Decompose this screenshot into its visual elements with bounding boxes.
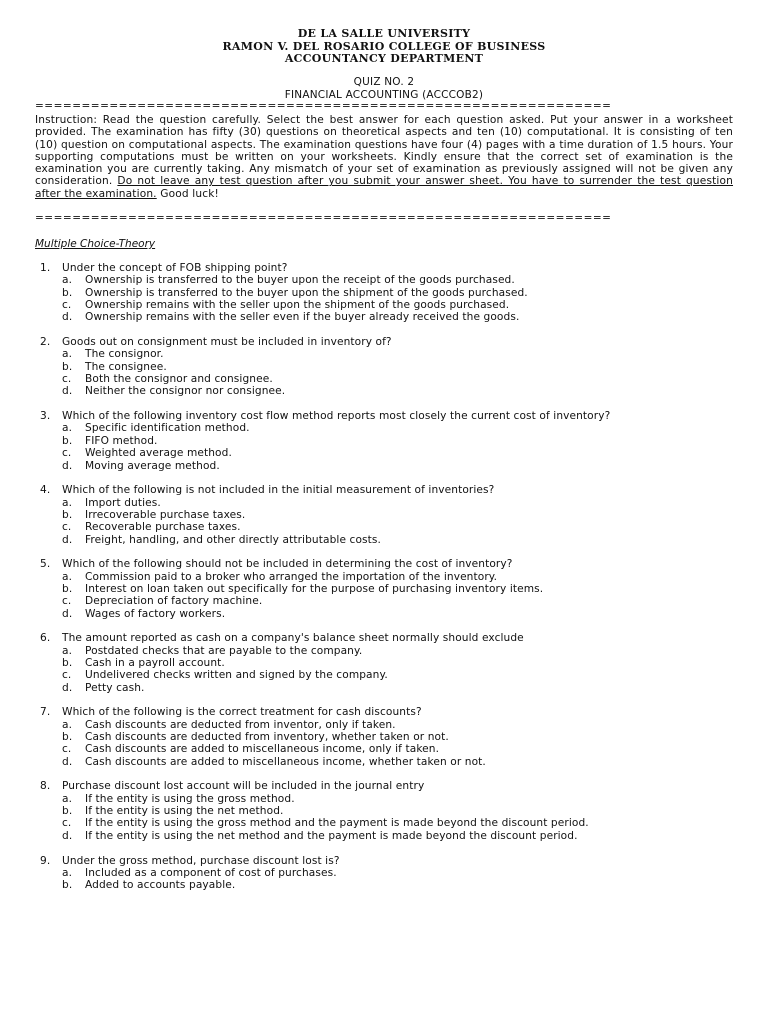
option-text: Recoverable purchase taxes. (85, 521, 241, 534)
question-text: Which of the following is the correct treatment for cash discounts? (62, 706, 422, 719)
question-text: Under the concept of FOB shipping point? (62, 262, 288, 274)
question-row (35, 336, 735, 348)
divider-top: ============================================================== (35, 100, 612, 112)
college-name: RAMON V. DEL ROSARIO COLLEGE OF BUSINESS (222, 39, 546, 53)
option-letter: c. (62, 299, 72, 312)
option-letter: c. (62, 521, 72, 534)
option-text: Irrecoverable purchase taxes. (85, 508, 246, 521)
option-letter: b. (62, 731, 73, 744)
option-text: Wages of factory workers. (85, 607, 226, 620)
option-letter: a. (62, 866, 73, 879)
answer-option (35, 385, 735, 397)
question-item (35, 484, 735, 546)
option-letter: d. (62, 755, 73, 768)
question-item (35, 410, 735, 472)
answer-option (35, 509, 735, 521)
option-text: Cash discounts are deducted from inventor, only if taken. (85, 718, 396, 731)
question-list (35, 262, 735, 904)
answer-option (35, 299, 735, 311)
answer-option (35, 521, 735, 533)
question-text: Goods out on consignment must be included in inventory of? (62, 336, 392, 349)
instruction-closing: Good luck! (160, 187, 219, 200)
answer-option (35, 719, 735, 731)
option-letter: c. (62, 373, 72, 386)
answer-option (35, 311, 735, 323)
option-text: If the entity is using the net method. (85, 805, 284, 818)
option-text: Ownership remains with the seller upon the shipment of the goods purchased. (85, 299, 510, 312)
option-letter: a. (62, 792, 73, 805)
answer-option (35, 793, 735, 805)
option-letter: a. (62, 348, 73, 361)
option-text: Moving average method. (85, 459, 220, 472)
question-text: Purchase discount lost account will be included in the journal entry (62, 780, 425, 793)
question-number: 6. (40, 632, 51, 645)
option-letter: a. (62, 718, 73, 731)
option-letter: b. (62, 879, 73, 892)
question-number: 5. (40, 558, 51, 571)
quiz-heading (0, 76, 768, 102)
answer-option (35, 534, 735, 546)
option-letter: a. (62, 644, 73, 657)
quiz-title: QUIZ NO. 2 (353, 76, 415, 88)
answer-option (35, 460, 735, 472)
option-text: Both the consignor and consignee. (85, 373, 273, 386)
option-text: Weighted average method. (85, 447, 232, 460)
university-name: DE LA SALLE UNIVERSITY (297, 27, 471, 40)
option-text: Depreciation of factory machine. (85, 595, 263, 608)
option-letter: c. (62, 817, 72, 830)
question-text: Under the gross method, purchase discount lost is? (62, 854, 340, 867)
option-text: Interest on loan taken out specifically for the purpose of purchasing inventory items. (85, 582, 544, 595)
answer-option (35, 669, 735, 681)
option-text: Added to accounts payable. (85, 879, 236, 892)
option-text: Ownership remains with the seller even if the buyer already received the goods. (85, 311, 520, 324)
question-text: Which of the following inventory cost flow method reports most closely the current cost of inventory? (62, 410, 611, 423)
instruction-text: Instruction: Read the question carefully. Select the best answer for each question asked. Put your answer in a worksheet provided. The examination has fifty (30) questions on theoretical aspects and ten (10) computational. It is consisting of ten (10) question on computational aspects. The examination questions have four (4) pages with a time duration of 1.5 hours. Your supporting computations must be written on your worksheets. Kindly ensure that the correct set of examination is the examination you are currently taking. Any mismatch of your set of examination as previously assigned will not be given any consideration. (35, 114, 733, 188)
option-letter: b. (62, 434, 73, 447)
department-name: ACCOUNTANCY DEPARTMENT (284, 52, 484, 65)
answer-option (35, 867, 735, 879)
option-letter: b. (62, 508, 73, 521)
option-text: Ownership is transferred to the buyer upon the shipment of the goods purchased. (85, 286, 528, 299)
answer-option (35, 447, 735, 459)
answer-option (35, 645, 735, 657)
option-text: FIFO method. (85, 434, 158, 447)
option-text: Cash discounts are added to miscellaneous income, whether taken or not. (85, 755, 486, 768)
divider-bottom: ============================================================== (35, 212, 612, 224)
option-letter: a. (62, 570, 73, 583)
answer-option (35, 497, 735, 509)
option-letter: b. (62, 582, 73, 595)
option-letter: d. (62, 829, 73, 842)
answer-option (35, 274, 735, 286)
option-text: Import duties. (85, 496, 161, 509)
instruction-paragraph (35, 114, 733, 200)
quiz-subject: FINANCIAL ACCOUNTING (ACCCOB2) (284, 89, 484, 101)
question-row (35, 558, 735, 570)
question-number: 8. (40, 780, 51, 793)
answer-option (35, 361, 735, 373)
question-item (35, 855, 735, 892)
answer-option (35, 435, 735, 447)
option-text: Ownership is transferred to the buyer upon the receipt of the goods purchased. (85, 274, 515, 287)
answer-option (35, 805, 735, 817)
option-letter: c. (62, 447, 72, 460)
option-text: Undelivered checks written and signed by the company. (85, 669, 388, 682)
question-row (35, 706, 735, 718)
option-text: Cash discounts are deducted from inventory, whether taken or not. (85, 731, 449, 744)
answer-option (35, 287, 735, 299)
option-text: Postdated checks that are payable to the company. (85, 644, 363, 657)
answer-option (35, 817, 735, 829)
question-item (35, 336, 735, 398)
question-item (35, 780, 735, 842)
question-row (35, 410, 735, 422)
answer-option (35, 743, 735, 755)
question-text: The amount reported as cash on a company's balance sheet normally should exclude (62, 632, 524, 645)
question-text: Which of the following should not be included in determining the cost of inventory? (62, 558, 513, 571)
question-item (35, 262, 735, 324)
option-letter: c. (62, 669, 72, 682)
option-text: Commission paid to a broker who arranged the importation of the inventory. (85, 570, 498, 583)
option-letter: b. (62, 805, 73, 818)
option-letter: d. (62, 533, 73, 546)
question-item (35, 706, 735, 768)
answer-option (35, 571, 735, 583)
option-letter: b. (62, 286, 73, 299)
answer-option (35, 422, 735, 434)
option-text: If the entity is using the net method and the payment is made beyond the discount period. (85, 829, 578, 842)
option-letter: b. (62, 360, 73, 373)
option-letter: d. (62, 459, 73, 472)
question-row (35, 780, 735, 792)
question-item (35, 632, 735, 694)
option-letter: a. (62, 422, 73, 435)
option-text: Freight, handling, and other directly attributable costs. (85, 533, 381, 546)
question-number: 9. (40, 854, 51, 867)
answer-option (35, 608, 735, 620)
question-item (35, 558, 735, 620)
option-letter: b. (62, 657, 73, 669)
question-row (35, 855, 735, 867)
answer-option (35, 756, 735, 768)
option-text: Neither the consignor nor consignee. (85, 385, 286, 398)
answer-option (35, 373, 735, 385)
answer-option (35, 682, 735, 694)
answer-option (35, 830, 735, 842)
question-row (35, 262, 735, 274)
question-number: 3. (40, 410, 51, 423)
question-row (35, 632, 735, 644)
option-letter: d. (62, 607, 73, 620)
section-title: Multiple Choice-Theory (35, 238, 156, 250)
option-letter: c. (62, 595, 72, 608)
option-text: Included as a component of cost of purchases. (85, 866, 337, 879)
question-number: 2. (40, 336, 51, 349)
option-text: The consignee. (85, 360, 167, 373)
question-number: 7. (40, 706, 51, 719)
question-number: 4. (40, 484, 51, 497)
option-letter: a. (62, 274, 73, 287)
answer-option (35, 731, 735, 743)
option-text: Specific identification method. (85, 422, 250, 435)
option-letter: c. (62, 743, 72, 756)
instruction-warning: Do not leave any test question after you submit your answer sheet. You have to surrender the test question after the examination. (35, 175, 734, 200)
answer-option (35, 583, 735, 595)
option-letter: a. (62, 496, 73, 509)
document-header (0, 28, 768, 66)
question-row (35, 484, 735, 496)
option-text: Cash in a payroll account. (85, 657, 225, 669)
answer-option (35, 879, 735, 891)
question-number: 1. (40, 262, 51, 274)
answer-option (35, 348, 735, 360)
option-text: Cash discounts are added to miscellaneous income, only if taken. (85, 743, 440, 756)
option-text: Petty cash. (85, 681, 145, 694)
option-text: The consignor. (85, 348, 164, 361)
answer-option (35, 657, 735, 669)
question-text: Which of the following is not included in the initial measurement of inventories? (62, 484, 495, 497)
option-letter: d. (62, 385, 73, 398)
option-text: If the entity is using the gross method and the payment is made beyond the discount period. (85, 817, 589, 830)
option-letter: d. (62, 681, 73, 694)
option-text: If the entity is using the gross method. (85, 792, 295, 805)
answer-option (35, 595, 735, 607)
option-letter: d. (62, 311, 73, 324)
